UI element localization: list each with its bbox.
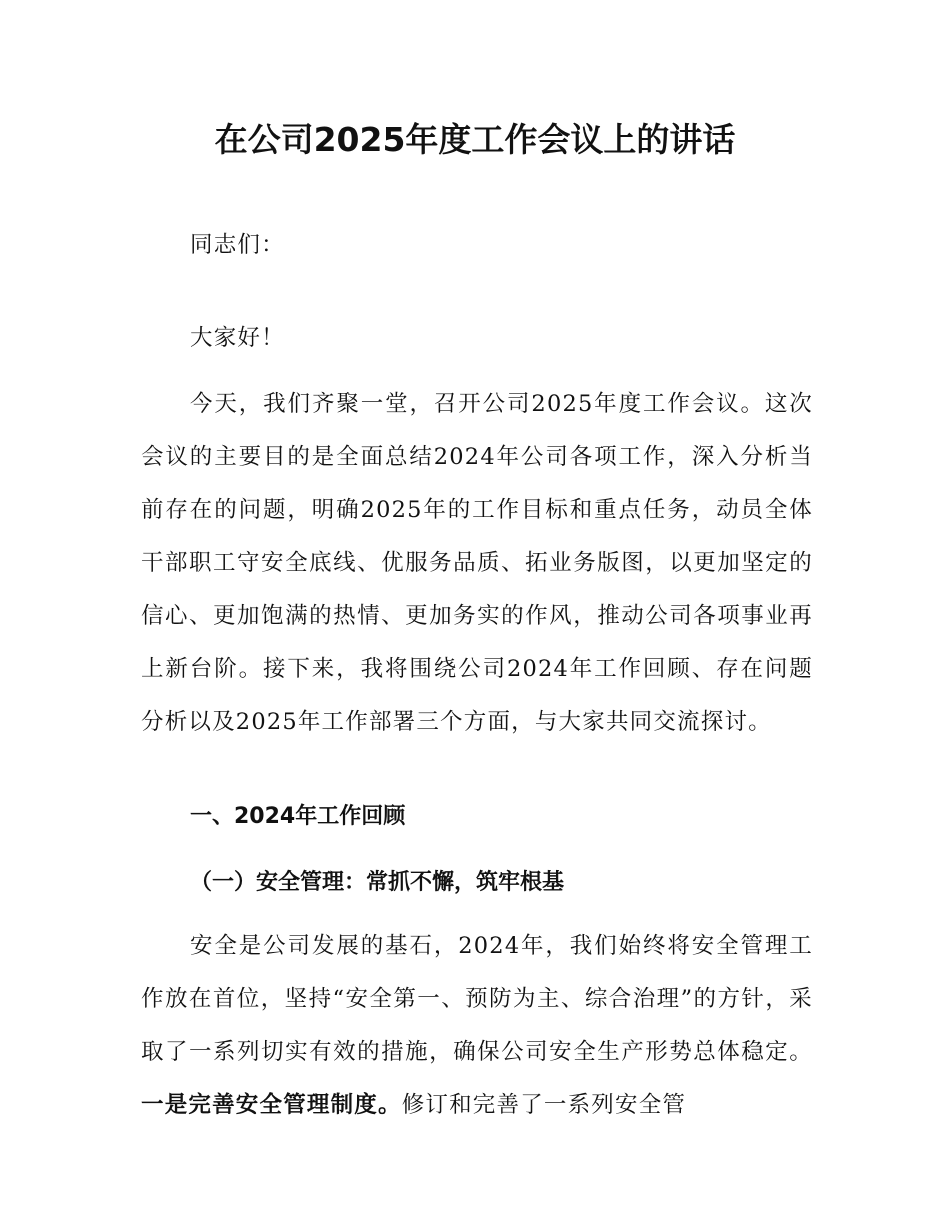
intro-paragraph: 今天，我们齐聚一堂，召开公司2025年度工作会议。这次会议的主要目的是全面总结2024年公司各项工作，深入分析当前存在的问题，明确2025年的工作目标和重点任务，动员全体干部职工守安全底线、优服务品质、拓业务版图，以更加坚定的信心、更加饱满的热情、更加务实的作风，推动公司各项事业再上新台阶。接下来，我将围绕公司2024年工作回顾、存在问题分析以及2025年工作部署三个方面，与大家共同交流探讨。 [141,391,813,735]
document-title: 在公司2025年度工作会议上的讲话 [214,120,736,159]
salutation: 同志们： [190,232,285,258]
safety-paragraph [141,920,813,1132]
subsection-heading: （一）安全管理：常抓不懈，筑牢根基 [190,870,565,895]
safety-paragraph-start: 安全是公司发展的基石，2024年，我们始终将安全管理工作放在首位，坚持“安全第一、预防为主、综合治理”的方针，采取了一系列切实有效的措施，确保公司安全生产形势总体稳定。 [141,933,813,1065]
greeting: 大家好！ [190,325,285,351]
safety-paragraph-end: 修订和完善了一系列安全管 [401,1092,687,1118]
safety-paragraph-bold: 一是完善安全管理制度。 [141,1092,402,1118]
section-heading: 一、2024年工作回顾 [190,804,406,829]
